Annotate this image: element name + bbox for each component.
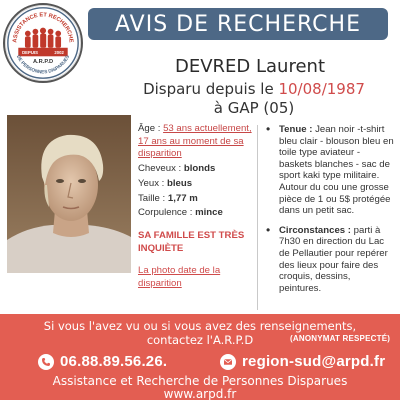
outfit-item xyxy=(262,124,394,217)
height-value: 1,77 m xyxy=(167,192,198,204)
arpd-logo xyxy=(3,3,83,83)
person-name: DEVRED Laurent xyxy=(174,56,326,77)
photo-date-note: La photo date de la disparition xyxy=(138,265,221,289)
logo-org: A.R.P.D xyxy=(32,58,54,65)
contact-footer xyxy=(0,314,400,400)
family-alert: SA FAMILLE EST TRÈS INQUIÈTE xyxy=(138,229,245,254)
missing-since xyxy=(134,80,374,98)
logo-year-left: DEPUIS xyxy=(22,49,38,55)
height-line xyxy=(138,193,256,206)
hair-value: blonds xyxy=(183,162,216,174)
footer-line-1: Si vous l'avez vu ou si vous avez des renseignements, xyxy=(43,319,357,333)
title-banner xyxy=(88,8,388,40)
missing-place: à GAP (05) xyxy=(213,99,295,117)
circumstances-label: Circonstances : xyxy=(279,224,351,236)
arpd-logo-graphic xyxy=(5,5,81,81)
logo-bottom-text: DE PERSONNES DISPARUES xyxy=(14,54,72,76)
phone-contact[interactable] xyxy=(38,353,167,370)
portrait-image xyxy=(7,115,131,273)
org-name: Assistance et Recherche de Personnes Disparues xyxy=(52,374,348,388)
circumstances-text: parti à 7h30 en direction du Lac de Pellautier pour repérer des lieux pour faire des croquis, dessins, peintures. xyxy=(279,224,388,294)
footer-line-2: contactez l'A.R.P.D xyxy=(146,333,254,347)
outfit-label: Tenue : xyxy=(279,124,313,135)
physical-details xyxy=(138,123,256,292)
logo-top-text: ASSISTANCE ET RECHERCHE xyxy=(12,12,74,43)
phone-number[interactable]: 06.88.89.56.26. xyxy=(60,353,168,370)
missing-date: 10/08/1987 xyxy=(278,80,365,98)
eyes-line xyxy=(138,178,256,191)
column-divider xyxy=(257,125,258,310)
anonymous-note: (ANONYMAT RESPECTÉ) xyxy=(290,334,391,343)
circumstances-item xyxy=(262,225,394,295)
age-value: 53 ans actuellement, 17 ans au moment de sa disparition xyxy=(138,123,252,160)
hair-label: Cheveux : xyxy=(138,162,182,174)
eyes-value: bleus xyxy=(167,177,193,189)
eyes-label: Yeux : xyxy=(138,177,165,189)
build-value: mince xyxy=(195,207,223,219)
build-label: Corpulence : xyxy=(138,207,193,219)
hair-line xyxy=(138,163,256,176)
email-contact[interactable] xyxy=(220,353,385,370)
height-label: Taille : xyxy=(138,192,166,204)
missing-prefix: Disparu depuis le xyxy=(143,80,274,98)
person-photo xyxy=(7,115,131,273)
phone-icon xyxy=(38,354,54,370)
circumstances-column xyxy=(262,124,394,302)
logo-year-right: 2002 xyxy=(54,49,64,55)
website-link[interactable]: www.arpd.fr xyxy=(163,387,237,400)
outfit-text: Jean noir -t-shirt bleu clair - blouson bleu en toile type aviateur - baskets blanches - sac de sport kaki type militaire. Autour du cou une grosse pièce de 1 ou 5$ protégée dans un petit sac. xyxy=(279,124,394,217)
email-address[interactable]: region-sud@arpd.fr xyxy=(242,353,386,370)
age-label: Âge : xyxy=(138,123,161,134)
build-line xyxy=(138,207,256,220)
page-title: AVIS DE RECHERCHE xyxy=(115,11,361,37)
age-line xyxy=(138,123,256,161)
email-icon xyxy=(220,354,236,370)
